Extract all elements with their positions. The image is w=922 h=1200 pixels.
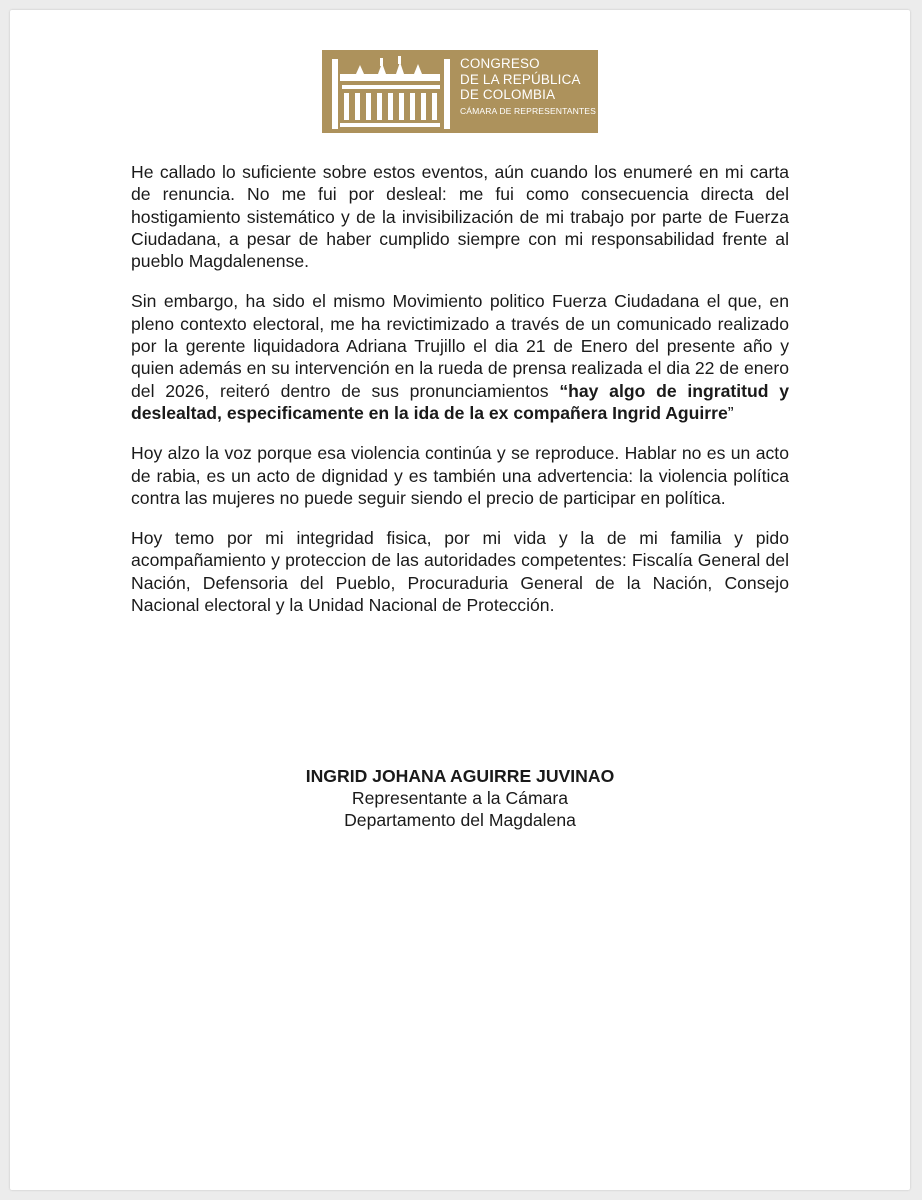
letter-body [131,161,789,634]
logo-line-1: CONGRESO [460,56,540,71]
logo-text [460,56,596,117]
paragraph-2 [131,290,789,424]
paragraph-1: He callado lo suficiente sobre estos eventos, aún cuando los enumeré en mi carta de renuncia. No me fui por desleal: me fui como consecuencia directa del hostigamiento sistemático y de la invisibilización de mi trabajo por parte de Fuerza Ciudadana, a pesar de haber cumplido siempre con mi responsabilidad frente al pueblo Magdalenense. [131,162,789,272]
congress-logo [322,50,598,133]
logo-line-3: DE COLOMBIA [460,87,556,102]
signer-name: INGRID JOHANA AGUIRRE JUVINAO [305,766,615,786]
signer-department: Departamento del Magdalena [344,810,576,830]
paragraph-3: Hoy alzo la voz porque esa violencia continúa y se reproduce. Hablar no es un acto de rabia, es un acto de dignidad y es también una advertencia: la violencia política contra las mujeres no puede seguir siendo el precio de participar en política. [131,443,789,508]
capitol-building-icon [322,50,454,133]
logo-subtitle: CÁMARA DE REPRESENTANTES [460,105,596,116]
signature-block [210,765,710,831]
document-page [10,10,910,1190]
paragraph-2-quote: “hay algo de ingratitud y deslealtad, especificamente en la ida de la ex compañera Ingrid Aguirre [131,380,790,423]
paragraph-4: Hoy temo por mi integridad fisica, por mi vida y la de mi familia y pido acompañamiento y proteccion de las autoridades competentes: Fiscalía General del Nación, Defensoria del Pueblo, Procuraduria General de la Nación, Consejo Nacional electoral y la Unidad Nacional de Protección. [131,528,789,616]
signer-title: Representante a la Cámara [351,788,569,808]
paragraph-2-text: Sin embargo, ha sido el mismo Movimiento politico Fuerza Ciudadana el que, en pleno contexto electoral, me ha revictimizado a través de un comunicado realizado por la gerente liquidadora Adriana Trujillo el dia 21 de Enero del presente año y quien además en su intervención en la rueda de prensa realizada el dia 22 de enero del 2026, reiteró dentro de sus pronunciamientos [131,291,789,401]
paragraph-2-close-quote: ” [727,402,734,423]
logo-line-2: DE LA REPÚBLICA [460,71,581,87]
